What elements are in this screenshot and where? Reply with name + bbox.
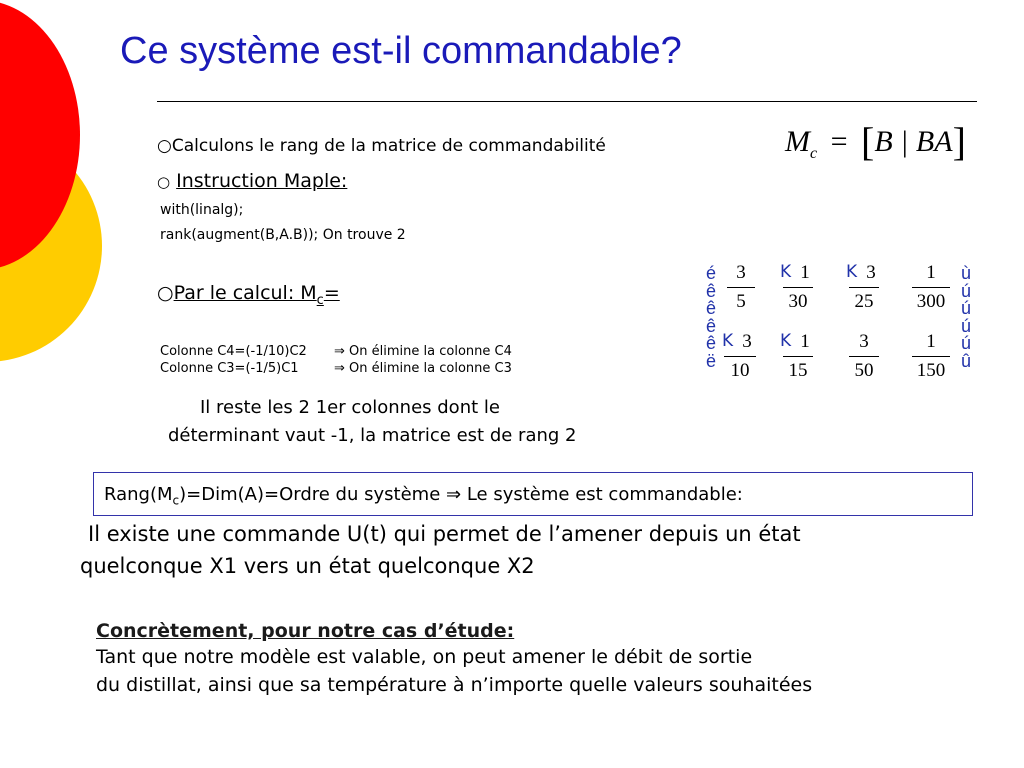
- matrix-sign: K: [780, 331, 792, 351]
- bullet-text-start: Par le calcul: M: [173, 282, 317, 304]
- matrix-cell-r2c3: [849, 331, 879, 382]
- column-expr: Colonne C3=(-1/5)C1: [160, 361, 299, 376]
- arrow-icon: ⇒: [334, 344, 345, 359]
- bracket-char: ê: [706, 298, 717, 318]
- matrix-left-bracket: [706, 265, 716, 370]
- column-note-c3: [160, 361, 512, 376]
- column-expr: Colonne C4=(-1/10)C2: [160, 344, 307, 359]
- bullet-rank-intro: [157, 136, 606, 156]
- numerator: 3: [736, 262, 746, 283]
- bracket-char: ú: [961, 298, 972, 318]
- bracket-char: ú: [961, 333, 972, 353]
- controllability-formula: [785, 118, 966, 165]
- bracket-char: ê: [706, 315, 717, 336]
- column-result: On élimine la colonne C3: [349, 361, 512, 376]
- matrix-cell-r1c1: [727, 262, 755, 313]
- formula-right-bracket: ]: [952, 119, 966, 164]
- matrix-right-bracket: [961, 265, 971, 370]
- bracket-char: é: [706, 263, 717, 283]
- matrix-cell-r2c1: [724, 331, 756, 382]
- bullet-text: Instruction Maple:: [176, 170, 348, 192]
- bracket-char: ë: [706, 350, 717, 371]
- bullet-text-end: =: [323, 282, 340, 304]
- denominator: 30: [788, 291, 808, 312]
- numerator: 1: [926, 262, 936, 283]
- formula-rhs: B | BA: [874, 125, 953, 158]
- conclusion-end: Le système est commandable:: [461, 484, 743, 505]
- matrix-cell-r1c4: [912, 262, 950, 313]
- paragraph-line-1: Il existe une commande U(t) qui permet de l’amener depuis un état: [88, 522, 801, 546]
- numerator: 3: [742, 331, 752, 352]
- bullet-maple: [157, 170, 347, 192]
- formula-left-bracket: [: [861, 119, 875, 164]
- maple-line-1: with(linalg);: [160, 202, 244, 218]
- conclusion-start: Rang(M: [104, 484, 173, 505]
- bullet-sub: c: [316, 292, 324, 308]
- numerator: 1: [926, 331, 936, 352]
- numerator: 1: [800, 331, 810, 352]
- matrix-cell-r1c3: [849, 262, 879, 313]
- formula-sub: c: [810, 145, 818, 162]
- denominator: 300: [916, 291, 946, 312]
- bullet-text: Calculons le rang de la matrice de commandabilité: [171, 136, 606, 156]
- bracket-char: ê: [706, 333, 717, 353]
- denominator: 10: [730, 360, 750, 381]
- bracket-char: ê: [706, 280, 717, 301]
- matrix-sign: K: [780, 262, 792, 282]
- conclusion-middle: )=Dim(A)=Ordre du système: [179, 484, 446, 505]
- bracket-char: ú: [961, 280, 972, 301]
- formula-lhs: M: [785, 125, 810, 158]
- bracket-char: ù: [961, 263, 972, 283]
- denominator: 150: [916, 360, 946, 381]
- numerator: 3: [859, 331, 869, 352]
- title-divider: [157, 101, 977, 102]
- arrow-icon: ⇒: [334, 361, 345, 376]
- maple-line-2: rank(augment(B,A.B)); On trouve 2: [160, 227, 406, 243]
- denominator: 50: [854, 360, 874, 381]
- matrix-cell-r1c2: [783, 262, 813, 313]
- concrete-line-2: du distillat, ainsi que sa température à n’importe quelle valeurs souhaitées: [96, 674, 813, 696]
- matrix-cell-r2c4: [912, 331, 950, 382]
- matrix-sign: K: [722, 331, 734, 351]
- bullet-marker: ○: [157, 173, 171, 191]
- column-note-c4: [160, 344, 512, 359]
- remaining-line-2: déterminant vaut -1, la matrice est de rang 2: [168, 425, 577, 446]
- arrow-icon: ⇒: [446, 484, 462, 505]
- bullet-calcul: [157, 282, 340, 308]
- remaining-line-1: Il reste les 2 1er colonnes dont le: [200, 397, 500, 418]
- numerator: 3: [866, 262, 876, 283]
- concrete-heading: Concrètement, pour notre cas d’étude:: [96, 620, 515, 642]
- matrix-cell-r2c2: [783, 331, 813, 382]
- bracket-char: û: [961, 350, 972, 371]
- concrete-line-1: Tant que notre modèle est valable, on peut amener le débit de sortie: [96, 646, 753, 668]
- conclusion-text: [104, 484, 743, 508]
- denominator: 5: [736, 291, 746, 312]
- conclusion-sub: c: [172, 493, 180, 508]
- paragraph-line-2: quelconque X1 vers un état quelconque X2: [80, 554, 535, 578]
- bracket-char: ú: [961, 315, 972, 336]
- denominator: 15: [788, 360, 808, 381]
- bullet-marker: ○: [157, 136, 172, 156]
- column-result: On élimine la colonne C4: [349, 344, 512, 359]
- matrix-sign: K: [846, 262, 858, 282]
- numerator: 1: [800, 262, 810, 283]
- denominator: 25: [854, 291, 874, 312]
- bullet-marker: ○: [157, 282, 174, 304]
- formula-eq: =: [830, 125, 848, 158]
- slide-title: Ce système est-il commandable?: [120, 30, 682, 72]
